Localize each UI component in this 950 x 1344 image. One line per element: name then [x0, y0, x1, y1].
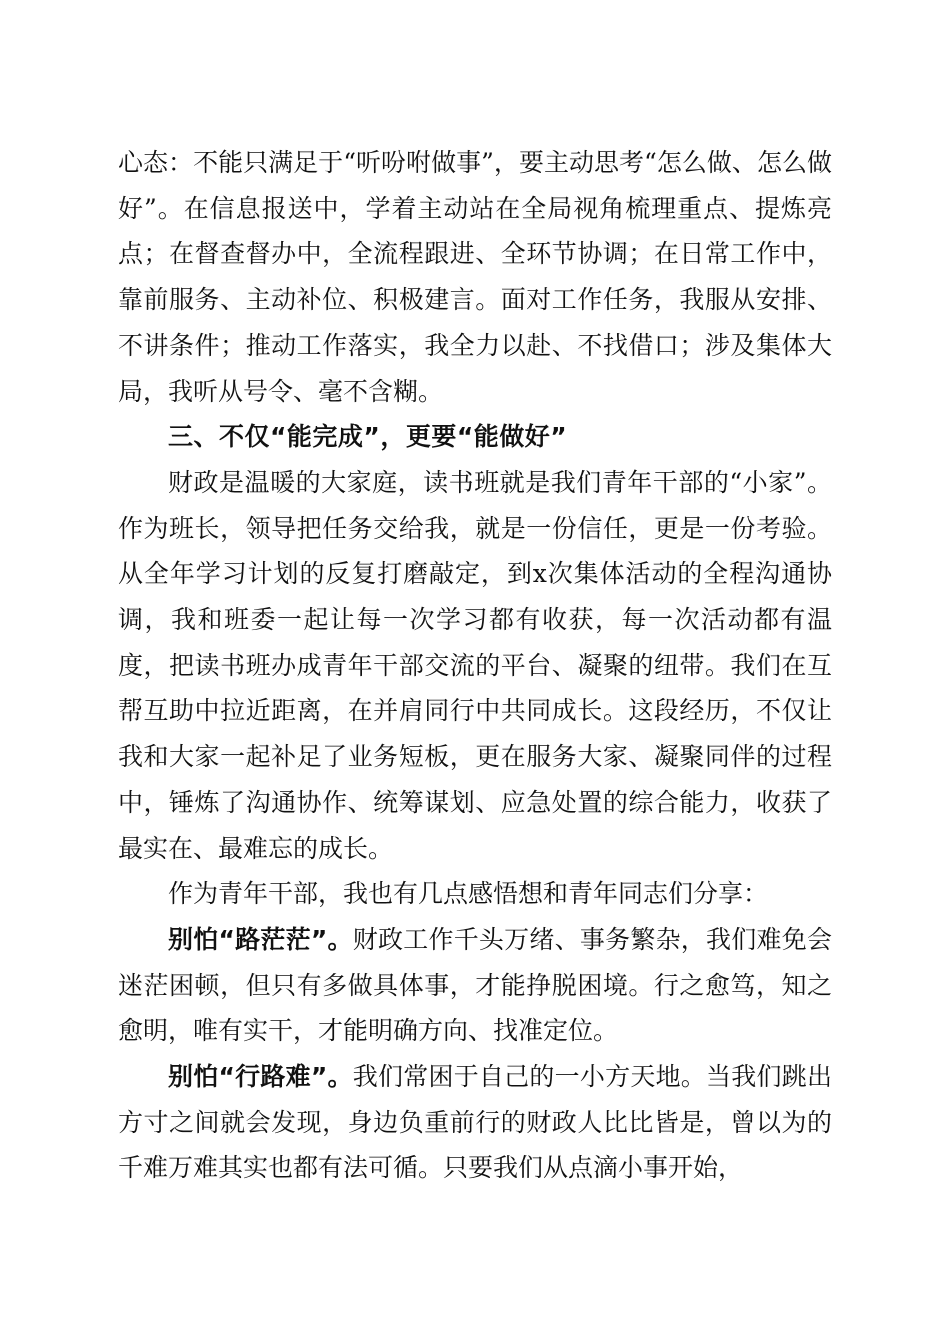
document-body	[118, 140, 832, 1191]
insight-1-lead: 别怕“路茫茫”。	[168, 924, 353, 954]
paragraph-mindset: 心态：不能只满足于“听吩咐做事”，要主动思考“怎么做、怎么做好”。在信息报送中，学着主动站在全局视角梳理重点、提炼亮点；在督查督办中，全流程跟进、全环节协调；在日常工作中，靠前服务、主动补位、积极建言。面对工作任务，我服从安排、不讲条件；推动工作落实，我全力以赴、不找借口；涉及集体大局，我听从号令、毫不含糊。	[118, 148, 832, 406]
paragraph-reading-class: 财政是温暖的大家庭，读书班就是我们青年干部的“小家”。作为班长，领导把任务交给我，就是一份信任，更是一份考验。从全年学习计划的反复打磨敲定，到x次集体活动的全程沟通协调，我和班委一起让每一次学习都有收获，每一次活动都有温度，把读书班办成青年干部交流的平台、凝聚的纽带。我们在互帮互助中拉近距离，在并肩同行中共同成长。这段经历，不仅让我和大家一起补足了业务短板，更在服务大家、凝聚同伴的过程中，锤炼了沟通协作、统筹谋划、应急处置的综合能力，收获了最实在、最难忘的成长。	[118, 467, 832, 863]
insight-1-text: 财政工作千头万绪、事务繁杂，我们难免会迷茫困顿，但只有多做具体事，才能挣脱困境。行之愈笃，知之愈明，唯有实干，才能明确方向、找准定位。	[118, 924, 832, 1046]
insight-2-text: 我们常困于自己的一小方天地。当我们跳出方寸之间就会发现，身边负重前行的财政人比比皆是，曾以为的千难万难其实也都有法可循。只要我们从点滴小事开始，	[118, 1062, 832, 1183]
section-heading-3: 三、不仅“能完成”，更要“能做好”	[168, 422, 568, 452]
insight-2-lead: 别怕“行路难”。	[168, 1062, 353, 1092]
paragraph-insights-intro: 作为青年干部，我也有几点感悟想和青年同志们分享：	[168, 879, 769, 909]
paragraph-insight-2	[118, 1054, 832, 1191]
paragraph-insight-1	[118, 917, 832, 1054]
